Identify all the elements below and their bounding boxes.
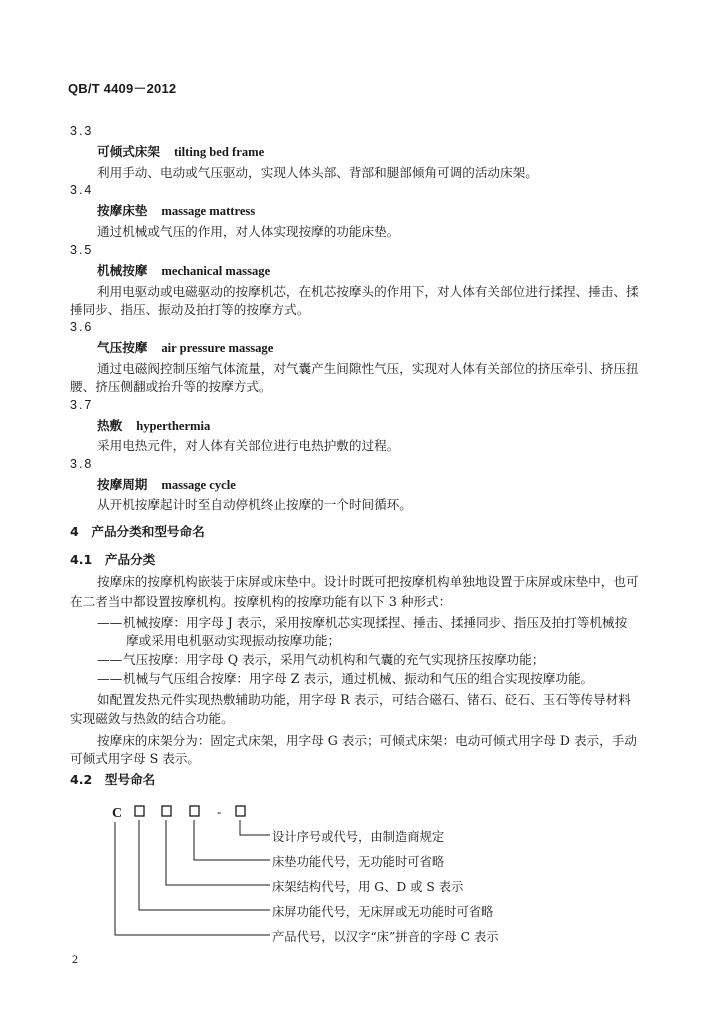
term-zh: 机械按摩 [97,263,148,278]
leader-bed-frame [166,820,270,885]
standard-number-header: QB/T 4409－2012 [68,81,177,96]
term-zh: 可倾式床架 [97,144,160,159]
list-dash: —— [97,652,123,667]
clause-number: 3.7 [70,398,94,412]
term-en: massage mattress [161,204,256,218]
clause-number: 3.6 [70,320,94,334]
term-en: hyperthermia [136,419,211,433]
definition-line: 捶同步、指压、振动及拍打等的按摩方式。 [70,302,310,317]
list-item-text: 机械按摩：用字母 J 表示，采用按摩机芯实现揉捏、捶击、揉捶同步、指压及拍打等机械按 [123,615,628,630]
subsection-heading: 4.1 产品分类 [70,552,156,567]
definition-line: 腰、挤压侧翻或抬升等的按摩方式。 [70,379,272,394]
code-label-design-number: 设计序号或代号，由制造商规定 [272,830,445,844]
list-item-text: 气压按摩：用字母 Q 表示，采用气动机构和气囊的充气实现挤压按摩功能； [123,652,545,667]
term-zh: 按摩周期 [97,477,148,492]
paragraph-line: 可倾式用字母 S 表示。 [70,751,200,766]
paragraph-line: 实现磁敛与热敛的结合功能。 [70,711,234,726]
model-code-separator: - [217,804,222,819]
code-box-design-number [236,806,245,816]
clause-number: 3.5 [70,243,94,257]
code-label-mattress: 床垫功能代号，无功能时可省略 [272,855,445,869]
leader-product-code [115,822,270,935]
paragraph-line: 按摩床的按摩机构嵌装于床屏或床垫中。设计时既可把按摩机构单独地设置于床屏或床垫中，也可 [97,574,639,589]
code-box-bed-frame [162,806,171,816]
code-label-product-code: 产品代号，以汉字“床”拼音的字母 C 表示 [272,930,499,944]
clause-number: 3.8 [70,457,94,471]
code-box-bed-screen [135,806,144,816]
clause-number: 3.3 [70,124,94,138]
code-box-mattress [190,806,199,816]
page-number: 2 [72,952,78,966]
paragraph-line: 按摩床的床架分为：固定式床架，用字母 G 表示；可倾式床架：电动可倾式用字母 D 表示，手动 [97,733,637,748]
list-item-continuation: 摩或采用电机驱动实现振动按摩功能； [126,633,341,648]
term-en: massage cycle [161,478,236,492]
code-label-bed-screen: 床屏功能代号，无床屏或无功能时可省略 [272,905,494,919]
term-zh: 气压按摩 [97,340,148,355]
definition-line: 通过机械或气压的作用，对人体实现按摩的功能床垫。 [97,224,400,239]
list-dash: —— [97,615,123,630]
definition-line: 通过电磁阀控制压缩气体流量，对气囊产生间隙性气压，实现对人体有关部位的挤压牵引、挤压扭 [97,361,639,376]
term-en: tilting bed frame [173,145,265,159]
subsection-heading: 4.2 型号命名 [70,772,156,787]
term-en: air pressure massage [161,341,274,355]
leader-bed-screen [139,820,270,910]
term-zh: 按摩床垫 [97,203,148,218]
model-code-prefix: C [112,806,123,821]
definition-line: 从开机按摩起计时至自动停机终止按摩的一个时间循环。 [97,497,412,512]
leader-design-number [240,820,270,835]
term-en: mechanical massage [161,264,271,278]
list-dash: —— [97,671,123,686]
definition-line: 利用手动、电动或气压驱动，实现人体头部、背部和腿部倾角可调的活动床架。 [97,165,538,180]
term-zh: 热敷 [97,418,123,433]
definition-line: 利用电驱动或电磁驱动的按摩机芯，在机芯按摩头的作用下，对人体有关部位进行揉捏、捶击、揉 [97,284,639,299]
definition-line: 采用电热元件，对人体有关部位进行电热护敷的过程。 [97,438,400,453]
section-heading: 4 产品分类和型号命名 [70,524,205,539]
code-label-bed-frame: 床架结构代号，用 G、D 或 S 表示 [272,880,464,894]
leader-mattress [194,820,270,860]
paragraph-line: 如配置发热元件实现热敷辅助功能，用字母 R 表示，可结合磁石、锗石、砭石、玉石等传导材料 [97,692,631,707]
list-item-text: 机械与气压组合按摩：用字母 Z 表示，通过机械、振动和气压的组合实现按摩功能。 [123,671,594,686]
clause-number: 3.4 [70,183,94,197]
paragraph-line: 在二者当中都设置按摩机构。按摩机构的按摩功能有以下 3 种形式： [70,594,452,609]
